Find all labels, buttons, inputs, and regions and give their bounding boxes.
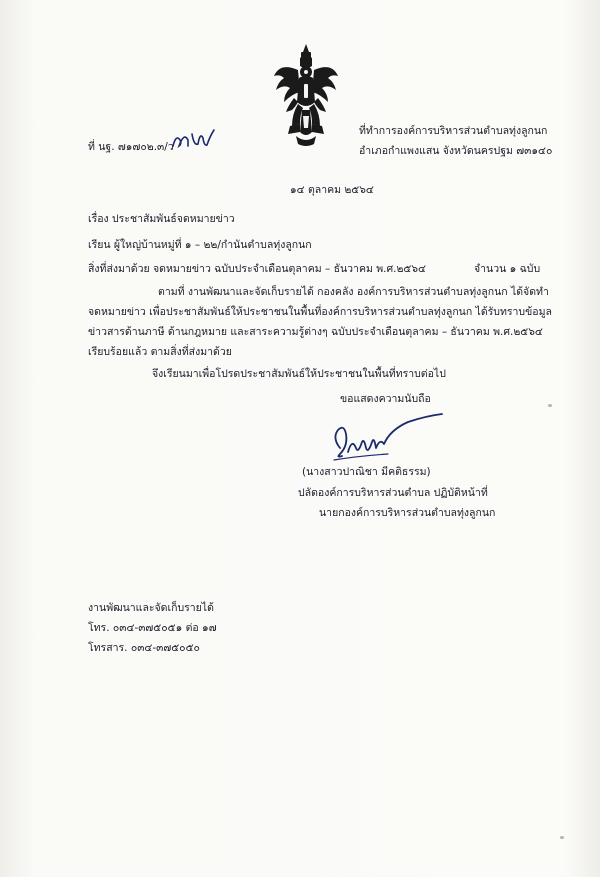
organization-address-line2: อำเภอกำแพงแสน จังหวัดนครปฐม ๗๓๑๔๐ <box>359 145 553 157</box>
contact-fax: โทรสาร. ๐๓๔-๓๗๕๐๕๐ <box>88 642 200 654</box>
body-line: เรียบร้อยแล้ว ตามสิ่งที่ส่งมาด้วย <box>88 346 232 358</box>
garuda-emblem-icon <box>270 40 342 148</box>
signer-position-line2: นายกองค์การบริหารส่วนตำบลทุ่งลูกนก <box>319 507 496 519</box>
organization-address-line1: ที่ทำการองค์การบริหารส่วนตำบลทุ่งลูกนก <box>359 125 548 137</box>
closing-request: จึงเรียนมาเพื่อโปรดประชาสัมพันธ์ให้ประชาชนในพื้นที่ทราบต่อไป <box>152 368 446 380</box>
letter-subject: เรื่อง ประชาสัมพันธ์จดหมายข่าว <box>88 213 235 225</box>
body-line: ข่าวสารด้านภาษี ด้านกฎหมาย และสาระความรู้ต่างๆ ฉบับประจำเดือนตุลาคม – ธันวาคม พ.ศ.๒๕๖๔ <box>88 326 543 338</box>
signer-name: (นางสาวปาณิชา มีคติธรรม) <box>302 466 431 478</box>
enclosure-quantity: จำนวน ๑ ฉบับ <box>474 263 541 275</box>
document-number: ที่ นฐ. ๗๑๗๐๒.๓/ว <box>88 141 174 153</box>
contact-phone: โทร. ๐๓๔-๓๗๕๐๕๑ ต่อ ๑๗ <box>88 622 217 634</box>
letter-body <box>88 282 552 362</box>
letter-date: ๑๔ ตุลาคม ๒๕๖๔ <box>290 184 374 196</box>
body-line: จดหมายข่าว เพื่อประชาสัมพันธ์ให้ประชาชนในพื้นที่องค์การบริหารส่วนตำบลทุ่งลูกนก ได้รับทราบข้อมูล <box>88 306 552 318</box>
paper-speck <box>548 404 552 407</box>
contact-department: งานพัฒนาและจัดเก็บรายได้ <box>88 602 214 614</box>
paper-speck <box>560 836 564 839</box>
regards-text: ขอแสดงความนับถือ <box>340 393 431 405</box>
handwritten-signature <box>318 408 448 464</box>
handwritten-doc-number <box>170 126 218 152</box>
signer-position-line1: ปลัดองค์การบริหารส่วนตำบล ปฏิบัติหน้าที่ <box>298 487 488 499</box>
letter-recipient: เรียน ผู้ใหญ่บ้านหมู่ที่ ๑ – ๒๒/กำนันตำบลทุ่งลูกนก <box>88 239 312 251</box>
body-line: ตามที่ งานพัฒนาและจัดเก็บรายได้ กองคลัง องค์การบริหารส่วนตำบลทุ่งลูกนก ได้จัดทำ <box>158 286 549 298</box>
letter-enclosure: สิ่งที่ส่งมาด้วย จดหมายข่าว ฉบับประจำเดือนตุลาคม – ธันวาคม พ.ศ.๒๕๖๔ <box>88 263 426 275</box>
